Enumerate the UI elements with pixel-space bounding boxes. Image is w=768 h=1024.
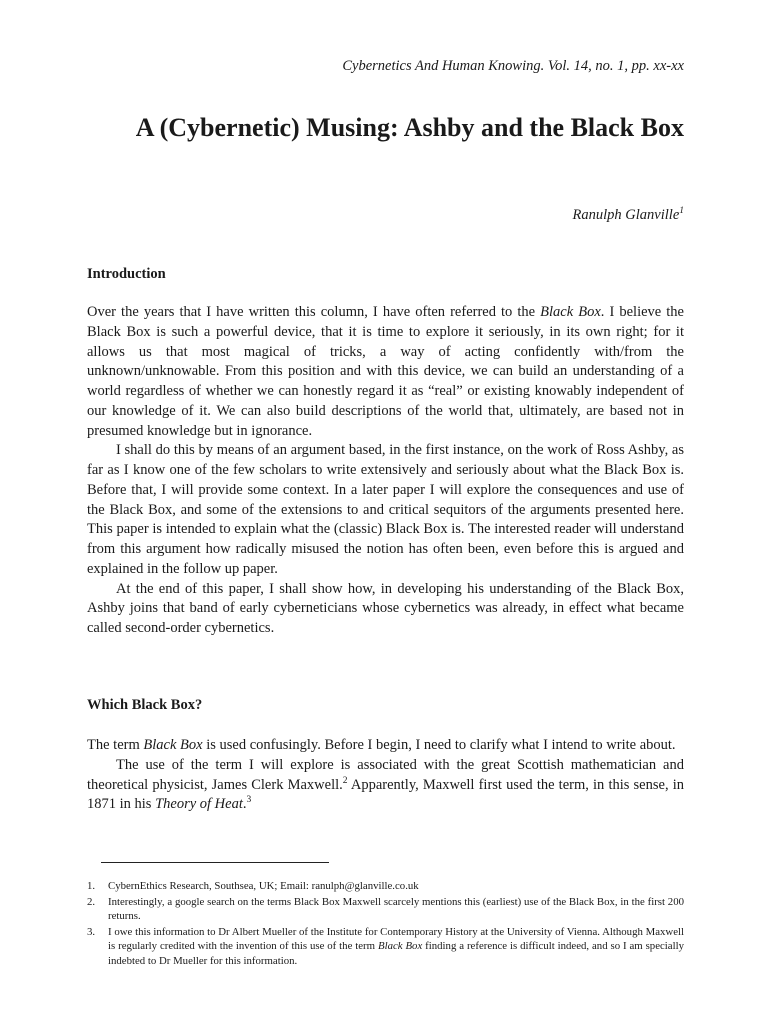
text-run: I owe this information to Dr Albert Mueller of the Institute for Contemporary History at the University of Vienna. Although Maxwell is regularly credited with the invention of this use of the term bbox=[108, 925, 684, 952]
paper-title: A (Cybernetic) Musing: Ashby and the Black Box bbox=[135, 113, 684, 142]
footnote-text: Interestingly, a google search on the terms Black Box Maxwell scarcely mentions this (earliest) use of the Black Box, in the first 200 returns. bbox=[108, 895, 684, 922]
paragraph bbox=[87, 736, 684, 756]
section-heading-which-black-box: Which Black Box? bbox=[87, 697, 203, 713]
footnote-ref: 2 bbox=[342, 775, 348, 786]
footnote-text bbox=[108, 925, 684, 969]
footnote-number: 1. bbox=[87, 880, 96, 892]
text-run: The use of the term I will explore is associated with the great Scottish mathematician and theoretical physicist, James Clerk Maxwell. bbox=[87, 756, 684, 793]
text-run: The term bbox=[87, 737, 144, 753]
footnote-number: 3. bbox=[87, 925, 96, 938]
author-footnote-ref: 1 bbox=[679, 206, 684, 216]
emphasis-text: Theory of Heat bbox=[155, 796, 243, 813]
footnote-ref: 3 bbox=[246, 795, 252, 806]
emphasis-text: Black Box bbox=[377, 940, 423, 952]
paragraph bbox=[87, 756, 684, 815]
text-run: . I believe the Black Box is such a powerful device, that it is time to explore it seriously, in its own right; for it allows us that most magical of tricks, a way of acting confidently with/from the unknown/unknowable. From this position and with this device, we can build an understanding of a world regardless of whether we can honestly regard it as “real” or existing knowably independent of our knowledge of it. We can also build descriptions of the world that, ultimately, are based not in presumed knowledge but in ignorance. bbox=[87, 304, 684, 439]
text-run: Over the years that I have written this column, I have often referred to the bbox=[87, 304, 541, 320]
footnote-number: 2. bbox=[87, 895, 96, 908]
emphasis-text: Black Box bbox=[143, 737, 203, 753]
paragraph: I shall do this by means of an argument based, in the first instance, on the work of Ross Ashby, as far as I know one of the few scholars to write extensively and seriously about what the Black Box is. Before that, I will provide some context. In a later paper I will explore the consequences and use of the Black Box, and some of the extensions to and critical sequitors of the arguments presented here. This paper is intended to explain what the (classic) Black Box is. The interested reader will understand from this argument how radically misused the notion has often been, even before this is argued and explained in the follow up paper. bbox=[87, 442, 684, 577]
footnote bbox=[87, 879, 684, 894]
section-heading-introduction: Introduction bbox=[87, 266, 166, 282]
author-name: Ranulph Glanville bbox=[572, 206, 680, 223]
section-body-introduction bbox=[87, 303, 684, 639]
journal-citation: Cybernetics And Human Knowing. Vol. 14, no. 1, pp. xx-xx bbox=[342, 58, 684, 74]
text-run: is used confusingly. Before I begin, I need to clarify what I intend to write about. bbox=[202, 737, 676, 753]
paragraph: At the end of this paper, I shall show how, in developing his understanding of the Black Box, Ashby joins that band of early cyberneticians whose cybernetics was already, in effect what became called second-order cybernetics. bbox=[87, 580, 684, 636]
footnote bbox=[87, 925, 684, 969]
footnotes-list bbox=[87, 879, 684, 969]
text-run: finding a reference is difficult indeed, and so I am specially indebted to Dr Mueller for this information. bbox=[108, 940, 684, 967]
author-line bbox=[573, 206, 684, 224]
emphasis-text: Black Box bbox=[540, 304, 601, 320]
text-run: Apparently, Maxwell first used the term, in this sense, in 1871 in his bbox=[87, 776, 684, 813]
footnote-text: CybernEthics Research, Southsea, UK; Email: ranulph@glanville.co.uk bbox=[108, 880, 419, 892]
text-run: . bbox=[242, 796, 247, 813]
section-body-which-black-box bbox=[87, 736, 684, 815]
paragraph bbox=[87, 303, 684, 441]
footnote bbox=[87, 895, 684, 924]
footnote-divider bbox=[101, 862, 329, 863]
